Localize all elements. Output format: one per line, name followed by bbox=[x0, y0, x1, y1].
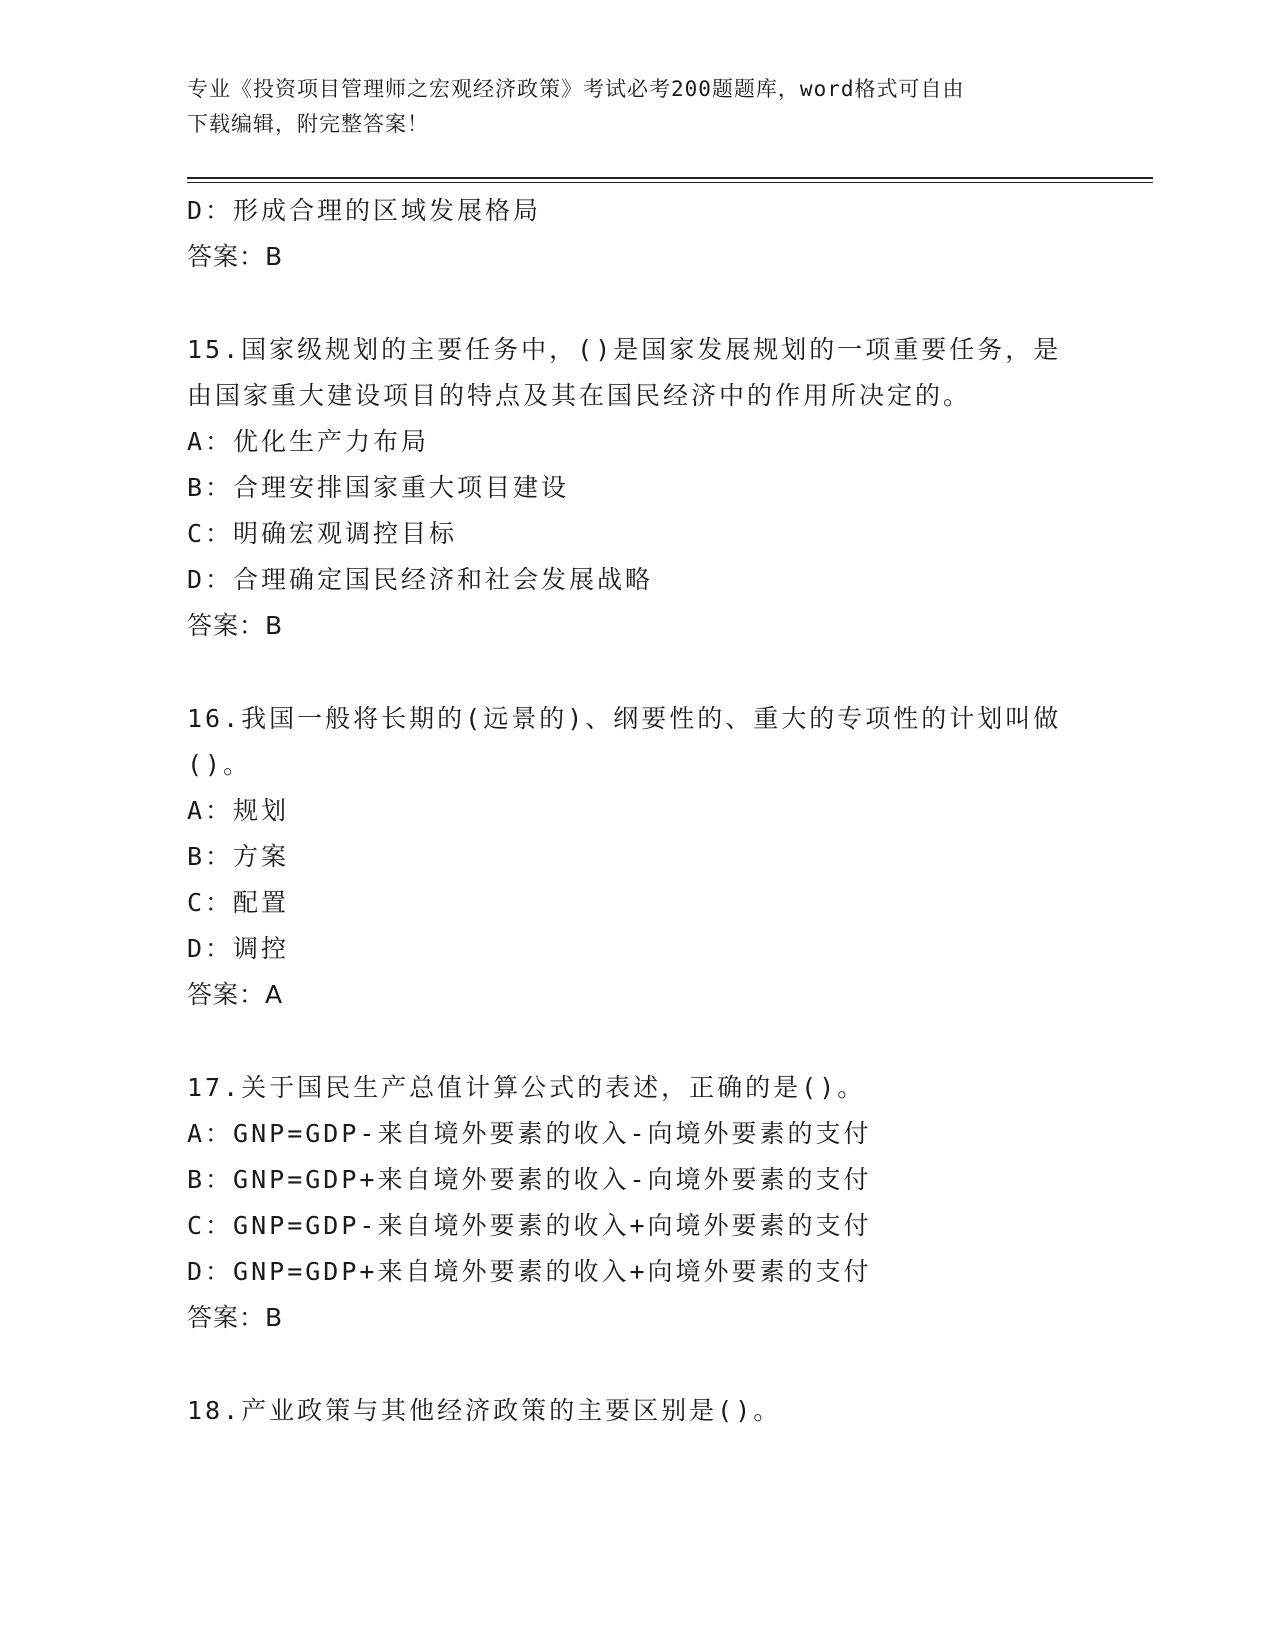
option-a: A：GNP=GDP-来自境外要素的收入-向境外要素的支付 bbox=[187, 1119, 872, 1148]
spacer bbox=[187, 280, 1087, 327]
option-d: D：合理确定国民经济和社会发展战略 bbox=[187, 565, 654, 594]
spacer bbox=[187, 1341, 1087, 1388]
page-header bbox=[187, 72, 1087, 142]
header-line-1: 专业《投资项目管理师之宏观经济政策》考试必考200题题库，word格式可自由 bbox=[187, 77, 965, 101]
header-divider-thin bbox=[187, 182, 1153, 183]
option-d: D：形成合理的区域发展格局 bbox=[187, 196, 542, 225]
spacer bbox=[187, 1018, 1087, 1065]
answer-line: 答案：B bbox=[187, 1303, 284, 1332]
question-stem: 16.我国一般将长期的(远景的)、纲要性的、重大的专项性的计划叫做 bbox=[187, 704, 1062, 733]
question-block-16 bbox=[187, 696, 1087, 1018]
question-stem: 17.关于国民生产总值计算公式的表述，正确的是()。 bbox=[187, 1073, 866, 1102]
answer-line: 答案：A bbox=[187, 980, 284, 1009]
question-stem-continued: 由国家重大建设项目的特点及其在国民经济中的作用所决定的。 bbox=[187, 381, 972, 410]
question-block-17 bbox=[187, 1065, 1087, 1341]
option-c: C：GNP=GDP-来自境外要素的收入+向境外要素的支付 bbox=[187, 1211, 872, 1240]
option-b: B：合理安排国家重大项目建设 bbox=[187, 473, 570, 502]
question-stem-continued: ()。 bbox=[187, 750, 252, 779]
option-c: C：配置 bbox=[187, 888, 290, 917]
answer-line: 答案：B bbox=[187, 611, 284, 640]
option-a: A：优化生产力布局 bbox=[187, 427, 430, 456]
question-block-previous bbox=[187, 188, 1087, 280]
option-b: B：方案 bbox=[187, 842, 290, 871]
header-divider-thick bbox=[187, 177, 1153, 179]
question-list bbox=[187, 188, 1087, 1434]
spacer bbox=[187, 649, 1087, 696]
question-stem: 15.国家级规划的主要任务中，()是国家发展规划的一项重要任务，是 bbox=[187, 335, 1062, 364]
question-stem: 18.产业政策与其他经济政策的主要区别是()。 bbox=[187, 1396, 782, 1425]
question-block-18 bbox=[187, 1388, 1087, 1434]
answer-line: 答案：B bbox=[187, 242, 284, 271]
option-d: D：调控 bbox=[187, 934, 290, 963]
question-block-15 bbox=[187, 327, 1087, 649]
option-a: A：规划 bbox=[187, 796, 290, 825]
option-b: B：GNP=GDP+来自境外要素的收入-向境外要素的支付 bbox=[187, 1165, 872, 1194]
header-line-2: 下载编辑，附完整答案！ bbox=[187, 112, 429, 136]
option-d: D：GNP=GDP+来自境外要素的收入+向境外要素的支付 bbox=[187, 1257, 872, 1286]
option-c: C：明确宏观调控目标 bbox=[187, 519, 458, 548]
